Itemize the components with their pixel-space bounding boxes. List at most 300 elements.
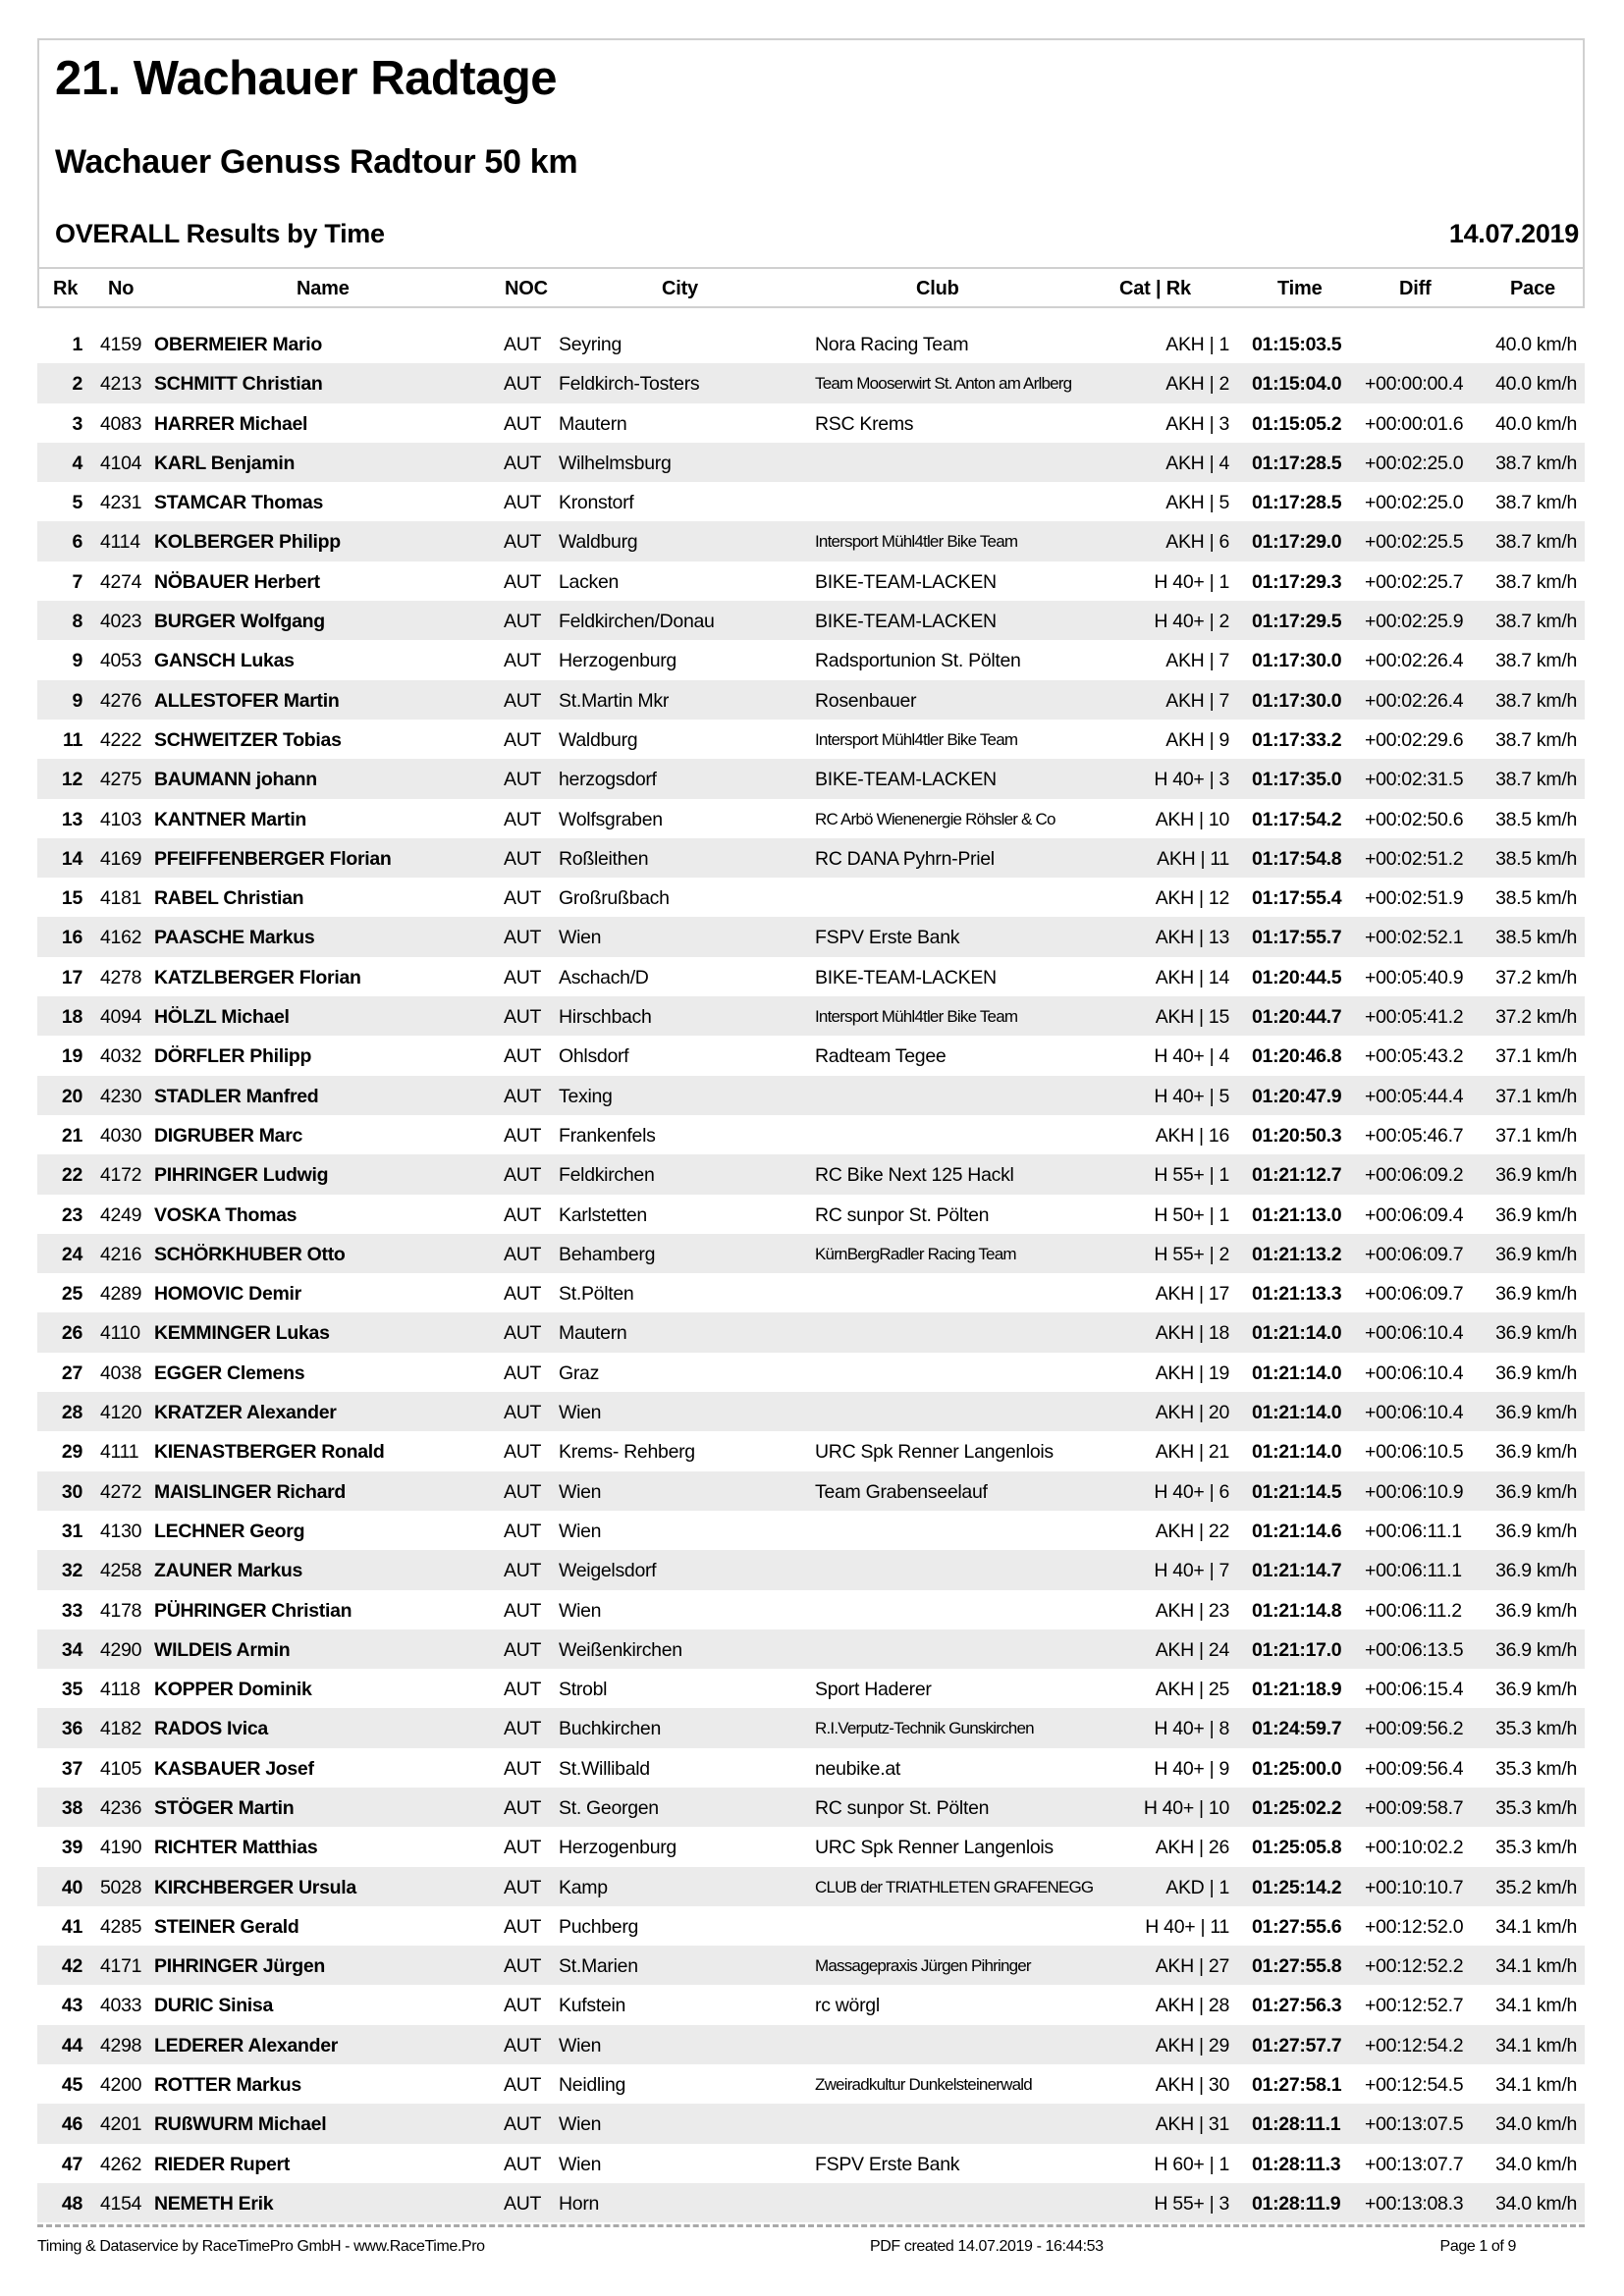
table-row: [37, 957, 1585, 996]
cell-time: 01:17:54.2: [1252, 808, 1342, 830]
cell-diff: +00:12:52.7: [1365, 1995, 1464, 2017]
cell-time: 01:20:46.8: [1252, 1045, 1342, 1068]
cell-cat: AKH | 4: [1165, 452, 1229, 474]
cell-no: 4083: [100, 412, 142, 435]
cell-pace: 36.9 km/h: [1495, 1402, 1577, 1424]
cell-name: DÖRFLER Philipp: [154, 1045, 312, 1068]
cell-cat: AKH | 1: [1165, 334, 1229, 355]
cell-diff: +00:02:25.0: [1365, 452, 1464, 474]
cell-noc: AUT: [504, 2074, 542, 2097]
cell-rk: 35: [61, 1679, 82, 1701]
cell-rk: 36: [61, 1718, 82, 1740]
cell-time: 01:21:14.0: [1252, 1441, 1342, 1464]
cell-pace: 36.9 km/h: [1495, 1283, 1577, 1306]
col-header-pace: Pace: [1510, 278, 1555, 299]
cell-rk: 48: [61, 2192, 82, 2215]
cell-noc: AUT: [504, 1283, 542, 1306]
cell-time: 01:21:18.9: [1252, 1679, 1342, 1701]
cell-cat: AKH | 23: [1155, 1599, 1229, 1622]
cell-city: St.Martin Mkr: [559, 689, 670, 712]
cell-pace: 38.7 km/h: [1495, 689, 1577, 712]
cell-diff: +00:06:10.4: [1365, 1322, 1464, 1345]
cell-time: 01:17:55.4: [1252, 887, 1342, 910]
cell-pace: 37.2 km/h: [1495, 1006, 1577, 1029]
cell-no: 5028: [100, 1876, 142, 1898]
cell-time: 01:21:14.0: [1252, 1362, 1342, 1384]
cell-pace: 38.7 km/h: [1495, 492, 1577, 514]
cell-no: 4200: [100, 2074, 142, 2097]
cell-name: RUßWURM Michael: [154, 2113, 327, 2136]
cell-diff: +00:13:07.7: [1365, 2153, 1464, 2175]
cell-name: RIEDER Rupert: [154, 2153, 291, 2175]
cell-time: 01:17:29.0: [1252, 531, 1342, 554]
cell-time: 01:17:54.8: [1252, 847, 1342, 870]
cell-name: GANSCH Lukas: [154, 650, 295, 672]
cell-pace: 38.7 km/h: [1495, 611, 1577, 633]
cell-noc: AUT: [504, 1243, 542, 1265]
cell-pace: 37.2 km/h: [1495, 966, 1577, 988]
table-row: [37, 2025, 1585, 2064]
cell-city: Wien: [559, 927, 602, 949]
cell-club: Radteam Tegee: [815, 1045, 947, 1068]
cell-time: 01:21:14.6: [1252, 1520, 1342, 1542]
cell-cat: AKH | 21: [1155, 1441, 1229, 1464]
cell-rk: 13: [61, 808, 82, 830]
cell-club: CLUB der TRIATHLETEN GRAFENEGG: [815, 1877, 1094, 1896]
cell-cat: AKH | 3: [1165, 412, 1229, 435]
col-header-time: Time: [1277, 278, 1323, 299]
col-header-no: No: [108, 278, 135, 299]
cell-pace: 34.1 km/h: [1495, 1995, 1577, 2017]
cell-diff: +00:05:40.9: [1365, 966, 1464, 988]
cell-diff: +00:06:10.9: [1365, 1480, 1464, 1503]
table-row: [37, 917, 1585, 956]
cell-pace: 36.9 km/h: [1495, 1480, 1577, 1503]
cell-no: 4038: [100, 1362, 142, 1384]
cell-cat: AKH | 22: [1155, 1520, 1229, 1542]
cell-no: 4171: [100, 1955, 142, 1978]
cell-name: KEMMINGER Lukas: [154, 1322, 330, 1345]
table-row: [37, 482, 1585, 521]
cell-diff: +00:05:44.4: [1365, 1085, 1464, 1107]
cell-time: 01:28:11.9: [1252, 2192, 1341, 2215]
cell-pace: 35.3 km/h: [1495, 1796, 1577, 1819]
cell-noc: AUT: [504, 2153, 542, 2175]
table-row: [37, 1115, 1585, 1154]
cell-cat: AKH | 17: [1155, 1283, 1229, 1306]
cell-pace: 34.0 km/h: [1495, 2192, 1577, 2215]
race-subtitle: Wachauer Genuss Radtour 50 km: [55, 143, 578, 181]
cell-name: STAMCAR Thomas: [154, 492, 324, 514]
cell-noc: AUT: [504, 1876, 542, 1898]
cell-city: Herzogenburg: [559, 650, 677, 672]
cell-no: 4222: [100, 728, 142, 751]
cell-city: Herzogenburg: [559, 1837, 677, 1859]
cell-city: Waldburg: [559, 531, 638, 554]
cell-time: 01:21:17.0: [1252, 1638, 1342, 1661]
cell-diff: +00:02:25.0: [1365, 492, 1464, 514]
cell-rk: 45: [61, 2074, 82, 2097]
table-row: [37, 1827, 1585, 1866]
cell-noc: AUT: [504, 1203, 542, 1226]
cell-diff: +00:05:43.2: [1365, 1045, 1464, 1068]
cell-pace: 38.7 km/h: [1495, 452, 1577, 474]
cell-diff: +00:06:10.4: [1365, 1402, 1464, 1424]
table-row: [37, 561, 1585, 601]
cell-pace: 35.3 km/h: [1495, 1837, 1577, 1859]
cell-city: Mautern: [559, 1322, 627, 1345]
cell-noc: AUT: [504, 1441, 542, 1464]
table-row: [37, 1906, 1585, 1946]
cell-time: 01:17:29.5: [1252, 611, 1342, 633]
table-row: [37, 1076, 1585, 1115]
cell-name: EGGER Clemens: [154, 1362, 305, 1384]
cell-noc: AUT: [504, 728, 542, 751]
table-row: [37, 996, 1585, 1036]
cell-time: 01:27:58.1: [1252, 2074, 1342, 2097]
cell-diff: +00:06:11.2: [1365, 1599, 1462, 1622]
cell-cat: H 40+ | 9: [1154, 1757, 1229, 1780]
cell-city: Behamberg: [559, 1243, 656, 1265]
cell-noc: AUT: [504, 966, 542, 988]
cell-rk: 6: [72, 531, 82, 554]
cell-diff: +00:09:56.2: [1365, 1718, 1464, 1740]
table-row: [37, 2064, 1585, 2104]
cell-diff: +00:00:01.6: [1365, 412, 1464, 435]
cell-name: HÖLZL Michael: [154, 1006, 290, 1029]
cell-no: 4053: [100, 650, 142, 672]
cell-name: HOMOVIC Demir: [154, 1283, 301, 1306]
col-header-club: Club: [916, 278, 959, 299]
cell-name: RICHTER Matthias: [154, 1837, 318, 1859]
cell-pace: 38.7 km/h: [1495, 531, 1577, 554]
cell-cat: AKH | 28: [1155, 1995, 1229, 2017]
cell-name: KASBAUER Josef: [154, 1757, 314, 1780]
cell-time: 01:15:05.2: [1252, 412, 1342, 435]
cell-time: 01:17:28.5: [1252, 452, 1342, 474]
cell-pace: 36.9 km/h: [1495, 1362, 1577, 1384]
cell-noc: AUT: [504, 887, 542, 910]
footer-divider: [37, 2224, 1585, 2227]
table-row: [37, 640, 1585, 679]
cell-cat: AKH | 5: [1165, 492, 1229, 514]
cell-diff: +00:10:10.7: [1365, 1876, 1464, 1898]
cell-no: 4094: [100, 1006, 142, 1029]
cell-no: 4033: [100, 1995, 142, 2017]
cell-noc: AUT: [504, 1638, 542, 1661]
cell-name: OBERMEIER Mario: [154, 334, 323, 355]
cell-cat: AKH | 7: [1165, 650, 1229, 672]
table-row: [37, 521, 1585, 561]
cell-rk: 44: [61, 2034, 82, 2056]
table-header: [37, 267, 1585, 308]
cell-pace: 34.1 km/h: [1495, 1955, 1577, 1978]
cell-city: Frankenfels: [559, 1124, 656, 1147]
cell-time: 01:20:47.9: [1252, 1085, 1342, 1107]
event-title: 21. Wachauer Radtage: [55, 52, 558, 105]
cell-city: Wien: [559, 1480, 602, 1503]
cell-noc: AUT: [504, 492, 542, 514]
table-row: [37, 2104, 1585, 2143]
cell-club: Zweiradkultur Dunkelsteinerwald: [815, 2075, 1032, 2095]
cell-diff: +00:09:56.4: [1365, 1757, 1464, 1780]
cell-cat: AKH | 13: [1155, 927, 1229, 949]
cell-no: 4181: [100, 887, 142, 910]
table-row: [37, 1431, 1585, 1470]
footer-created: PDF created 14.07.2019 - 16:44:53: [870, 2238, 1104, 2255]
cell-rk: 42: [61, 1955, 82, 1978]
cell-cat: AKH | 26: [1155, 1837, 1229, 1859]
cell-rk: 11: [62, 728, 82, 751]
cell-noc: AUT: [504, 373, 542, 396]
cell-city: Hirschbach: [559, 1006, 652, 1029]
cell-city: Wien: [559, 1599, 602, 1622]
cell-time: 01:15:04.0: [1252, 373, 1342, 396]
cell-time: 01:28:11.3: [1252, 2153, 1341, 2175]
cell-pace: 38.7 km/h: [1495, 769, 1577, 791]
cell-name: PIHRINGER Ludwig: [154, 1164, 329, 1187]
cell-noc: AUT: [504, 1006, 542, 1029]
cell-name: DIGRUBER Marc: [154, 1124, 303, 1147]
cell-time: 01:15:03.5: [1252, 334, 1342, 355]
cell-city: Horn: [559, 2192, 600, 2215]
cell-rk: 14: [61, 847, 82, 870]
cell-noc: AUT: [504, 1718, 542, 1740]
cell-name: SCHWEITZER Tobias: [154, 728, 342, 751]
cell-rk: 20: [61, 1085, 82, 1107]
cell-name: PFEIFFENBERGER Florian: [154, 847, 392, 870]
cell-time: 01:20:44.7: [1252, 1006, 1342, 1029]
cell-no: 4272: [100, 1480, 142, 1503]
cell-club: URC Spk Renner Langenlois: [815, 1837, 1054, 1859]
cell-club: FSPV Erste Bank: [815, 927, 960, 949]
cell-rk: 30: [61, 1480, 82, 1503]
cell-cat: H 40+ | 11: [1145, 1915, 1229, 1938]
cell-diff: +00:02:25.5: [1365, 531, 1464, 554]
cell-pace: 36.9 km/h: [1495, 1243, 1577, 1265]
race-date: 14.07.2019: [1448, 219, 1579, 248]
cell-rk: 40: [61, 1876, 82, 1898]
cell-name: ZAUNER Markus: [154, 1560, 303, 1582]
cell-pace: 38.5 km/h: [1495, 887, 1577, 910]
cell-noc: AUT: [504, 334, 542, 355]
cell-name: HARRER Michael: [154, 412, 308, 435]
footer-page: Page 1 of 9: [1439, 2238, 1516, 2255]
cell-city: Feldkirchen: [559, 1164, 655, 1187]
cell-diff: +00:02:52.1: [1365, 927, 1464, 949]
cell-noc: AUT: [504, 1757, 542, 1780]
cell-no: 4030: [100, 1124, 142, 1147]
cell-rk: 46: [61, 2113, 82, 2136]
cell-city: Puchberg: [559, 1915, 639, 1938]
cell-rk: 41: [61, 1915, 82, 1938]
cell-noc: AUT: [504, 2113, 542, 2136]
cell-cat: AKH | 15: [1155, 1006, 1229, 1029]
cell-time: 01:21:13.2: [1252, 1243, 1342, 1265]
cell-name: STÖGER Martin: [154, 1796, 295, 1819]
cell-club: Sport Haderer: [815, 1679, 932, 1701]
cell-cat: H 40+ | 4: [1154, 1045, 1229, 1068]
cell-no: 4120: [100, 1402, 142, 1424]
cell-name: PAASCHE Markus: [154, 927, 315, 949]
cell-no: 4159: [100, 334, 142, 355]
cell-cat: H 40+ | 7: [1154, 1560, 1229, 1582]
cell-cat: AKH | 16: [1155, 1124, 1229, 1147]
cell-noc: AUT: [504, 1164, 542, 1187]
cell-diff: +00:12:52.0: [1365, 1915, 1464, 1938]
cell-name: STADLER Manfred: [154, 1085, 319, 1107]
cell-rk: 37: [61, 1757, 82, 1780]
cell-no: 4201: [100, 2113, 142, 2136]
cell-diff: +00:05:41.2: [1365, 1006, 1464, 1029]
cell-city: Feldkirchen/Donau: [559, 611, 715, 633]
cell-club: BIKE-TEAM-LACKEN: [815, 769, 997, 791]
cell-cat: AKH | 9: [1165, 728, 1229, 751]
cell-pace: 34.0 km/h: [1495, 2153, 1577, 2175]
cell-pace: 40.0 km/h: [1495, 373, 1577, 396]
cell-time: 01:25:05.8: [1252, 1837, 1342, 1859]
cell-pace: 40.0 km/h: [1495, 334, 1577, 355]
table-row: [37, 1511, 1585, 1550]
cell-city: Wien: [559, 2034, 602, 2056]
cell-rk: 21: [61, 1124, 82, 1147]
cell-rk: 4: [72, 452, 82, 474]
cell-city: Kamp: [559, 1876, 608, 1898]
cell-city: Weißenkirchen: [559, 1638, 682, 1661]
cell-no: 4172: [100, 1164, 142, 1187]
cell-diff: +00:02:26.4: [1365, 689, 1464, 712]
table-row: [37, 1985, 1585, 2024]
cell-diff: +00:06:10.5: [1365, 1441, 1464, 1464]
cell-city: Wolfsgraben: [559, 808, 663, 830]
cell-name: KARL Benjamin: [154, 452, 296, 474]
cell-time: 01:17:28.5: [1252, 492, 1342, 514]
table-row: [37, 1590, 1585, 1629]
cell-time: 01:21:14.7: [1252, 1560, 1342, 1582]
cell-city: Aschach/D: [559, 966, 649, 988]
cell-cat: H 55+ | 2: [1154, 1243, 1229, 1265]
cell-city: Karlstetten: [559, 1203, 647, 1226]
cell-diff: +00:05:46.7: [1365, 1124, 1464, 1147]
cell-rk: 16: [61, 927, 82, 949]
col-header-noc: NOC: [505, 278, 548, 299]
cell-time: 01:21:14.5: [1252, 1480, 1342, 1503]
cell-club: BIKE-TEAM-LACKEN: [815, 570, 997, 593]
cell-name: ROTTER Markus: [154, 2074, 301, 2097]
cell-rk: 17: [61, 966, 82, 988]
cell-rk: 34: [61, 1638, 82, 1661]
cell-no: 4274: [100, 570, 142, 593]
cell-name: MAISLINGER Richard: [154, 1480, 347, 1503]
cell-rk: 2: [72, 373, 82, 396]
cell-city: Ohlsdorf: [559, 1045, 629, 1068]
cell-name: NEMETH Erik: [154, 2192, 274, 2215]
table-row: [37, 1154, 1585, 1194]
cell-name: WILDEIS Armin: [154, 1638, 291, 1661]
cell-pace: 35.3 km/h: [1495, 1757, 1577, 1780]
cell-diff: +00:02:25.7: [1365, 570, 1464, 593]
cell-cat: AKD | 1: [1165, 1876, 1229, 1898]
cell-city: Weigelsdorf: [559, 1560, 657, 1582]
cell-diff: +00:10:02.2: [1365, 1837, 1464, 1859]
cell-time: 01:24:59.7: [1252, 1718, 1342, 1740]
cell-rk: 8: [72, 611, 82, 633]
cell-no: 4213: [100, 373, 142, 396]
cell-no: 4178: [100, 1599, 142, 1622]
cell-pace: 37.1 km/h: [1495, 1124, 1577, 1147]
cell-rk: 28: [61, 1402, 82, 1424]
cell-no: 4114: [100, 531, 140, 554]
cell-no: 4162: [100, 927, 142, 949]
cell-pace: 38.7 km/h: [1495, 570, 1577, 593]
cell-noc: AUT: [504, 1796, 542, 1819]
cell-city: Feldkirch-Tosters: [559, 373, 700, 396]
cell-diff: +00:06:09.4: [1365, 1203, 1464, 1226]
cell-cat: H 60+ | 1: [1154, 2153, 1229, 2175]
table-row: [37, 2183, 1585, 2222]
cell-club: Nora Racing Team: [815, 334, 969, 355]
cell-time: 01:25:00.0: [1252, 1757, 1342, 1780]
cell-cat: H 40+ | 2: [1154, 611, 1229, 633]
cell-cat: H 55+ | 1: [1154, 1164, 1229, 1187]
cell-city: Graz: [559, 1362, 600, 1384]
cell-name: RABEL Christian: [154, 887, 304, 910]
cell-club: Massagepraxis Jürgen Pihringer: [815, 1956, 1031, 1976]
cell-rk: 24: [61, 1243, 82, 1265]
cell-time: 01:21:14.0: [1252, 1322, 1342, 1345]
table-row: [37, 1312, 1585, 1352]
cell-time: 01:27:55.6: [1252, 1915, 1342, 1938]
cell-cat: H 40+ | 6: [1154, 1480, 1229, 1503]
cell-cat: H 40+ | 5: [1154, 1085, 1229, 1107]
cell-city: Waldburg: [559, 728, 638, 751]
cell-cat: AKH | 31: [1155, 2113, 1229, 2136]
cell-noc: AUT: [504, 689, 542, 712]
cell-noc: AUT: [504, 1837, 542, 1859]
cell-name: LEDERER Alexander: [154, 2034, 339, 2056]
cell-cat: AKH | 25: [1155, 1679, 1229, 1701]
cell-cat: H 40+ | 1: [1154, 570, 1229, 593]
cell-noc: AUT: [504, 412, 542, 435]
cell-rk: 38: [61, 1796, 82, 1819]
cell-time: 01:17:33.2: [1252, 728, 1342, 751]
cell-diff: +00:02:50.6: [1365, 808, 1464, 830]
cell-pace: 36.9 km/h: [1495, 1520, 1577, 1542]
cell-no: 4289: [100, 1283, 142, 1306]
cell-rk: 31: [61, 1520, 82, 1542]
cell-noc: AUT: [504, 1995, 542, 2017]
cell-diff: +00:00:00.4: [1365, 373, 1464, 396]
cell-no: 4285: [100, 1915, 142, 1938]
cell-no: 4169: [100, 847, 142, 870]
cell-no: 4154: [100, 2192, 142, 2215]
cell-cat: H 40+ | 3: [1154, 769, 1229, 791]
cell-rk: 9: [72, 650, 82, 672]
cell-cat: AKH | 2: [1165, 373, 1229, 396]
cell-noc: AUT: [504, 531, 542, 554]
cell-noc: AUT: [504, 1915, 542, 1938]
cell-time: 01:27:56.3: [1252, 1995, 1342, 2017]
cell-city: Neidling: [559, 2074, 626, 2097]
cell-city: Wien: [559, 1402, 602, 1424]
cell-pace: 36.9 km/h: [1495, 1441, 1577, 1464]
cell-city: herzogsdorf: [559, 769, 657, 791]
cell-pace: 35.2 km/h: [1495, 1876, 1577, 1898]
cell-city: St.Marien: [559, 1955, 638, 1978]
cell-noc: AUT: [504, 847, 542, 870]
cell-rk: 9: [72, 689, 82, 712]
cell-no: 4290: [100, 1638, 142, 1661]
